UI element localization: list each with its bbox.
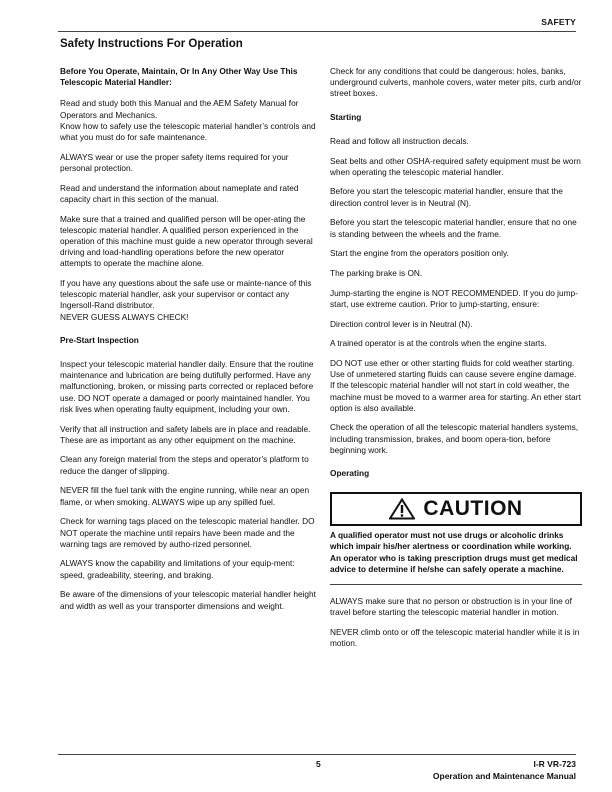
section-heading-prestart: Pre-Start Inspection bbox=[60, 334, 139, 345]
paragraph: ALWAYS make sure that no person or obstruction is in your line of travel before starting the telescopic material handler in motion. bbox=[330, 595, 572, 617]
paragraph: If you have any questions about the safe use or mainte-nance of this telescopic material handler, ask your supervisor or contact any Ingersoll-Rand distributor. bbox=[60, 278, 312, 311]
paragraph: Direction control lever is in Neutral (N). bbox=[330, 318, 473, 329]
caution-label: CAUTION bbox=[423, 497, 523, 521]
section-heading-starting: Starting bbox=[330, 111, 362, 122]
page-title: Safety Instructions For Operation bbox=[60, 38, 243, 50]
paragraph: Be aware of the dimensions of your telescopic material handler height and width as well as your transporter dimensions and weight. bbox=[60, 589, 316, 611]
paragraph: Verify that all instruction and safety labels are in place and readable. These are as important as any other equipment on the machine. bbox=[60, 423, 311, 445]
paragraph: Make sure that a trained and qualified person will be oper-ating the telescopic material handler. A qualified person experienced in the operation of this machine must guide a new operator through several driving and load-handling operations before the new operator attempts to operate the machine alone. bbox=[60, 213, 313, 269]
paragraph: Read and study both this Manual and the AEM Safety Manual for Operators and Mechanics. bbox=[60, 98, 299, 120]
paragraph: Before you start the telescopic material handler, ensure that the direction control lever is in Neutral (N). bbox=[330, 186, 563, 208]
right-column bbox=[330, 66, 582, 657]
document-code: I-R VR-723 bbox=[533, 759, 576, 769]
section-label: SAFETY bbox=[541, 17, 576, 27]
caution-banner bbox=[330, 492, 582, 526]
caution-message: A qualified operator must not use drugs or alcoholic drinks which impair his/her alertness or coordination while working. An operator who is taking prescription drugs must get medical advice to determine if he/she can safely operate a machine. bbox=[330, 530, 578, 574]
paragraph: ALWAYS know the capability and limitations of your equip-ment: speed, gradeability, steering, and braking. bbox=[60, 558, 295, 580]
paragraph: Check the operation of all the telescopic material handlers systems, including transmission, brakes, and boom opera-tion, before beginning work. bbox=[330, 422, 579, 455]
paragraph: The parking brake is ON. bbox=[330, 267, 423, 278]
paragraph: Inspect your telescopic material handler daily. Ensure that the routine maintenance and lubrication are being dutifully performed. Have any malfunctioning, broken, or missing parts corrected or replaced before use. DO NOT operate a damaged or poorly maintained handler. You risk lives when operating faulty equipment, including your own. bbox=[60, 359, 314, 414]
paragraph: NEVER fill the fuel tank with the engine running, while near an open flame, or when smoking. ALWAYS wipe up any spilled fuel. bbox=[60, 485, 310, 507]
paragraph: Read and understand the information about nameplate and rated capacity chart in this section of the manual. bbox=[60, 182, 299, 204]
left-column bbox=[60, 66, 316, 620]
paragraph: Know how to safely use the telescopic material handler’s controls and what you must do for safe maintenance. bbox=[60, 120, 316, 143]
paragraph: ALWAYS wear or use the proper safety items required for your personal protection. bbox=[60, 151, 289, 173]
warning-triangle-icon bbox=[389, 498, 415, 520]
paragraph: DO NOT use ether or other starting fluids for cold weather starting. Use of unmetered starting fluids can cause severe engine damage. If the telescopic material handler will not start in cold weather, the machine must be moved to a warmer area for starting. An ether start option is also available. bbox=[330, 357, 581, 413]
paragraph: Check for any conditions that could be dangerous: holes, banks, underground culverts, manhole covers, water meter pits, curb and/or street boxes. bbox=[330, 66, 582, 99]
paragraph: Clean any foreign material from the steps and operator’s platform to reduce the danger of slipping. bbox=[60, 454, 309, 476]
footer-divider bbox=[58, 754, 576, 755]
paragraph: Jump-starting the engine is NOT RECOMMENDED. If you do jump-start, use extreme caution. Prior to jump-starting, ensure: bbox=[330, 287, 578, 309]
section-heading-operating: Operating bbox=[330, 468, 370, 479]
paragraph: Before you start the telescopic material handler, ensure that no one is standing between the wheels and the frame. bbox=[330, 217, 577, 239]
document-name: Operation and Maintenance Manual bbox=[432, 771, 576, 781]
page-number: 5 bbox=[316, 759, 321, 769]
paragraph: Start the engine from the operators position only. bbox=[330, 248, 509, 259]
header-divider bbox=[58, 31, 576, 32]
paragraph: Seat belts and other OSHA-required safety equipment must be worn when operating the telescopic material handler. bbox=[330, 155, 581, 177]
intro-heading: Before You Operate, Maintain, Or In Any Other Way Use This Telescopic Material Handler: bbox=[60, 66, 298, 88]
paragraph: NEVER climb onto or off the telescopic material handler while it is in motion. bbox=[330, 626, 580, 648]
paragraph: Read and follow all instruction decals. bbox=[330, 135, 469, 146]
paragraph: Check for warning tags placed on the telescopic material handler. DO NOT operate the machine until repairs have been made and the warning tags are removed by autho-rized personnel. bbox=[60, 516, 315, 549]
caution-divider bbox=[330, 584, 582, 585]
paragraph: A trained operator is at the controls when the engine starts. bbox=[330, 338, 547, 349]
paragraph: NEVER GUESS ALWAYS CHECK! bbox=[60, 311, 189, 322]
